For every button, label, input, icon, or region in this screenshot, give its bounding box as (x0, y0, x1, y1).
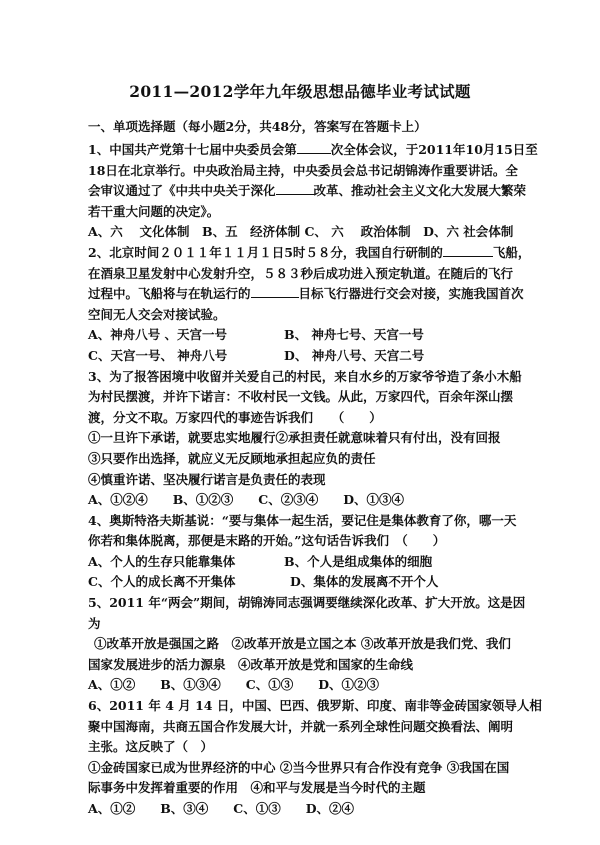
q3-statement-2: ③只要作出选择，就应义无反顾地承担起应负的责任 (88, 450, 376, 466)
blank (276, 181, 314, 195)
q6-statement-2: 际事务中发挥着重要的作用 ④和平与发展是当今时代的主题 (88, 780, 426, 796)
q2-line-3: 过程中。飞船将与在轨运行的 目标飞行器进行交会对接，实施我国首次 (88, 286, 524, 302)
exam-title: 2011—2012学年九年级思想品德毕业考试试题 (129, 82, 471, 101)
q6-options: A、①② B、③④ C、①③ D、②④ (88, 801, 355, 816)
q5-line-1: 5、2011 年“两会”期间，胡锦涛同志强调要继续深化改革、扩大开放。这是因 (88, 595, 526, 611)
q2-line-2: 在酒泉卫星发射中心发射升空，５８３秒后成功进入预定轨道。在随后的飞行 (88, 265, 514, 281)
q5-statement-2: 国家发展进步的活力源泉 ④改革开放是党和国家的生命线 (88, 656, 414, 672)
q4-options-cd: C、个人的成长离不开集体 D、集体的发展离不开个人 (88, 574, 439, 590)
q1-line-1: 1、中国共产党第十七届中央委员会第 次全体会议，于2011年10月15日至 (88, 142, 538, 157)
q1-line-2: 18日在北京举行。中央政治局主持，中央委员会总书记胡锦涛作重要讲话。全 (88, 162, 518, 178)
q3-line-3: 渡，分文不取。万家四代的事迹告诉我们 （ ） (88, 409, 382, 425)
q2-options-ab: A、神舟八号 、天宫一号 B、 神舟七号、天宫一号 (88, 327, 424, 343)
q3-statement-3: ④慎重许诺、坚决履行诺言是负责任的表现 (88, 471, 326, 487)
q1-options: A、六 文化体制 B、五 经济体制 C、 六 政治体制 D、六 社会体制 (88, 224, 514, 240)
q3-line-2: 为村民摆渡，并许下诺言：不收村民一文钱。从此，万家四代，百余年深山摆 (88, 389, 514, 405)
blank (297, 140, 331, 154)
q2-line-4: 空间无人交会对接试验。 (88, 306, 226, 322)
q6-line-3: 主张。这反映了（ ） (88, 739, 214, 755)
section-heading: 一、单项选择题（每小题2分，共48分，答案写在答题卡上） (88, 119, 427, 134)
q2-options-cd: C、天宫一号、 神舟八号 D、 神舟八号、天宫二号 (88, 347, 425, 363)
q1-line-4: 若干重大问题的决定》。 (88, 203, 220, 219)
q6-line-1: 6、2011 年 4 月 14 日，中国、巴西、俄罗斯、印度、南非等金砖国家领导人相 (88, 698, 542, 714)
q5-line-2: 为 (88, 615, 101, 631)
q4-line-2: 你若和集体脱离，那便是末路的开始。”这句话告诉我们 （ ） (88, 533, 446, 549)
blank (251, 284, 299, 298)
q4-options-ab: A、个人的生存只能靠集体 B、个人是组成集体的细胞 (88, 553, 433, 569)
question-list (88, 140, 542, 820)
q5-statement-1: ①改革开放是强国之路 ②改革开放是立国之本 ③改革开放是我们党、我们 (94, 636, 511, 652)
q6-statement-1: ①金砖国家已成为世界经济的中心 ②当今世界只有合作没有竞争 ③我国在国 (88, 759, 510, 775)
q1-line-3: 会审议通过了《中共中央关于深化 改革、推动社会主义文化大发展大繁荣 (88, 183, 527, 199)
q4-line-1: 4、奥斯特洛夫斯基说：“要与集体一起生活，要记住是集体教育了你，哪一天 (88, 512, 517, 528)
q6-line-2: 聚中国海南，共商五国合作发展大计，并就一系列全球性问题交换看法、阐明 (88, 718, 514, 734)
q2-line-1: 2、北京时间２０１１年１１月１日5时５８分，我国自行研制的 飞船， (88, 244, 531, 260)
q3-options: A、①②④ B、①②③ C、②③④ D、①③④ (88, 492, 405, 508)
q3-line-1: 3、为了报答困境中收留并关爱自己的村民，来自水乡的万家爷爷造了条小木船 (88, 368, 522, 384)
q5-options: A、①② B、①③④ C、①③ D、①②③ (88, 677, 380, 693)
blank (443, 243, 493, 257)
q3-statement-1: ①一旦许下承诺，就要忠实地履行②承担责任就意味着只有付出，没有回报 (88, 430, 501, 446)
